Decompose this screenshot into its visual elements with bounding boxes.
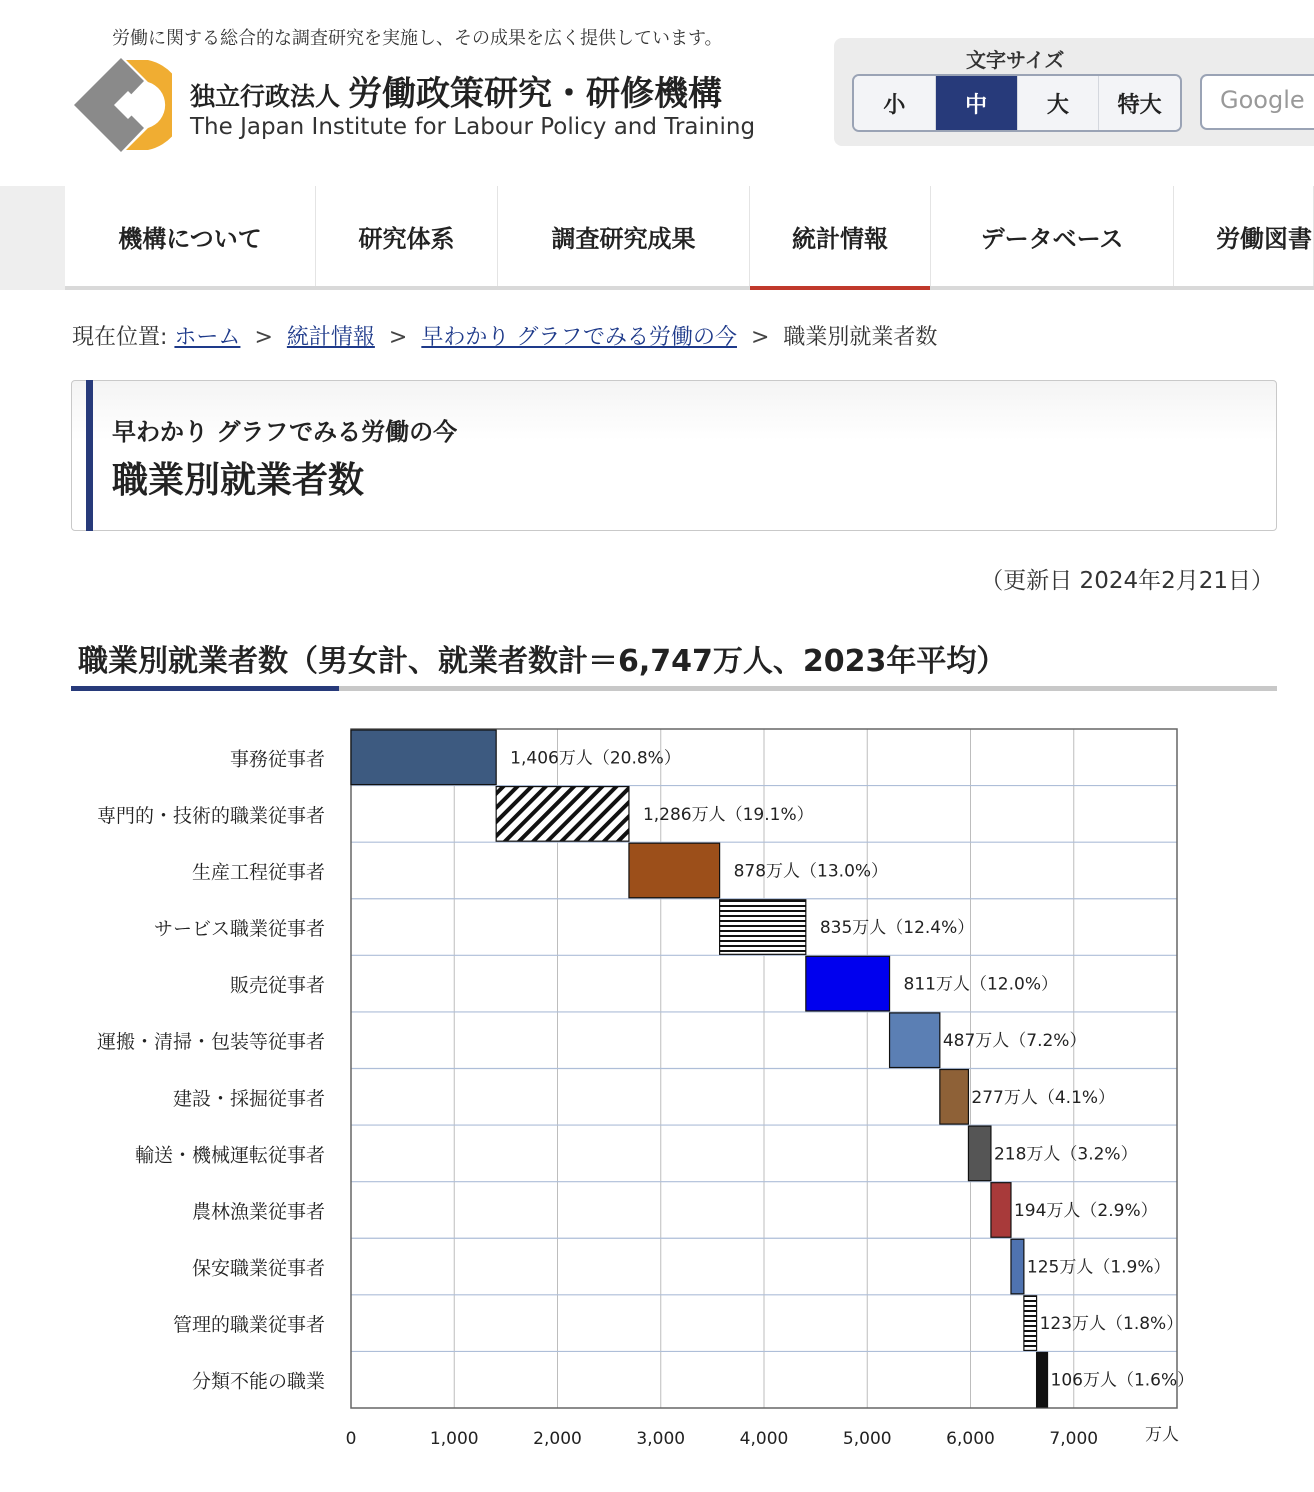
category-label: 分類不能の職業 <box>191 1370 325 1393</box>
font-size-label: 文字サイズ <box>966 48 1065 72</box>
x-tick-label: 1,000 <box>429 1429 479 1449</box>
data-label: 194万人（2.9%） <box>1013 1200 1158 1221</box>
org-english-name: The Japan Institute for Labour Policy and Training <box>190 114 756 140</box>
category-label: 管理的職業従事者 <box>172 1314 325 1337</box>
bar-1 <box>351 730 496 785</box>
page-subtitle: 早わかり グラフでみる労働の今 <box>112 418 458 446</box>
x-axis-unit-label: 万人 <box>1145 1425 1179 1445</box>
bar-2 <box>496 787 629 842</box>
bar-12 <box>1037 1352 1048 1407</box>
data-label: 277万人（4.1%） <box>971 1087 1116 1108</box>
x-tick-label: 2,000 <box>533 1429 582 1449</box>
category-label: 農林漁業従事者 <box>191 1200 325 1223</box>
x-tick-label: 5,000 <box>842 1429 892 1449</box>
data-label: 487万人（7.2%） <box>942 1031 1087 1052</box>
x-tick-label: 7,000 <box>1049 1429 1099 1449</box>
data-label: 106万人（1.6%） <box>1050 1370 1195 1391</box>
breadcrumb-separator: > <box>750 325 770 350</box>
data-label: 811万人（12.0%） <box>903 974 1059 995</box>
x-tick-label: 4,000 <box>739 1429 789 1449</box>
category-label: 保安職業従事者 <box>191 1257 325 1280</box>
font-size-medium-button[interactable]: 中 <box>936 76 1018 130</box>
page-title: 職業別就業者数 <box>112 460 365 501</box>
google-search-input[interactable]: Google <box>1200 74 1314 130</box>
breadcrumb-prefix: 現在位置: <box>72 325 168 350</box>
data-label: 1,286万人（19.1%） <box>642 804 814 825</box>
bar-11 <box>1024 1296 1037 1351</box>
bar-4 <box>720 900 806 955</box>
category-label: サービス職業従事者 <box>153 918 325 941</box>
bar-9 <box>991 1183 1011 1238</box>
x-tick-label: 0 <box>345 1429 357 1449</box>
data-label: 123万人（1.8%） <box>1039 1314 1184 1335</box>
data-label: 1,406万人（20.8%） <box>510 748 681 769</box>
category-label: 生産工程従事者 <box>191 861 325 884</box>
site-tagline: 労働に関する総合的な調査研究を実施し、その成果を広く提供しています。 <box>112 28 723 49</box>
chart-heading: 職業別就業者数（男女計、就業者数計＝6,747万人、2023年平均） <box>78 644 1007 679</box>
category-label: 事務従事者 <box>229 748 325 771</box>
breadcrumb-current: 職業別就業者数 <box>783 325 938 350</box>
breadcrumb-link-statistics[interactable]: 統計情報 <box>286 325 375 350</box>
nav-item-library[interactable]: 労働図書 <box>1174 186 1314 286</box>
font-size-small-button[interactable]: 小 <box>854 76 936 130</box>
font-size-large-button[interactable]: 大 <box>1018 76 1100 130</box>
data-label: 878万人（13.0%） <box>733 861 889 882</box>
bar-3 <box>629 843 720 898</box>
nav-item-about[interactable]: 機構について <box>65 186 316 286</box>
bar-6 <box>890 1013 940 1068</box>
bar-10 <box>1011 1239 1024 1294</box>
data-label: 218万人（3.2%） <box>993 1144 1138 1165</box>
breadcrumb-separator: > <box>388 325 408 350</box>
x-tick-label: 6,000 <box>946 1429 995 1449</box>
bar-7 <box>940 1070 969 1125</box>
category-label: 運搬・清掃・包装等従事者 <box>96 1031 325 1054</box>
nav-item-statistics[interactable]: 統計情報 <box>750 186 931 286</box>
x-tick-label: 3,000 <box>636 1429 686 1449</box>
nav-item-research-results[interactable]: 調査研究成果 <box>498 186 750 286</box>
bar-5 <box>806 956 890 1011</box>
font-size-xlarge-button[interactable]: 特大 <box>1099 76 1180 130</box>
updated-date: （更新日 2024年2月21日） <box>980 568 1274 594</box>
breadcrumb-link-home[interactable]: ホーム <box>174 325 241 350</box>
category-label: 建設・採掘従事者 <box>172 1087 325 1110</box>
breadcrumb-separator: > <box>254 325 273 350</box>
nav-item-database[interactable]: データベース <box>931 186 1174 286</box>
bar-8 <box>968 1126 991 1181</box>
org-prefix: 独立行政法人 <box>190 82 341 111</box>
breadcrumb-link-graph-series[interactable]: 早わかり グラフでみる労働の今 <box>421 325 737 350</box>
data-label: 835万人（12.4%） <box>819 918 975 939</box>
org-main-name: 労働政策研究・研修機構 <box>348 74 723 114</box>
nav-item-research-system[interactable]: 研究体系 <box>316 186 498 286</box>
category-label: 専門的・技術的職業従事者 <box>96 804 325 827</box>
data-label: 125万人（1.9%） <box>1026 1257 1171 1278</box>
category-label: 輸送・機械運転従事者 <box>134 1144 325 1167</box>
category-label: 販売従事者 <box>229 974 325 997</box>
